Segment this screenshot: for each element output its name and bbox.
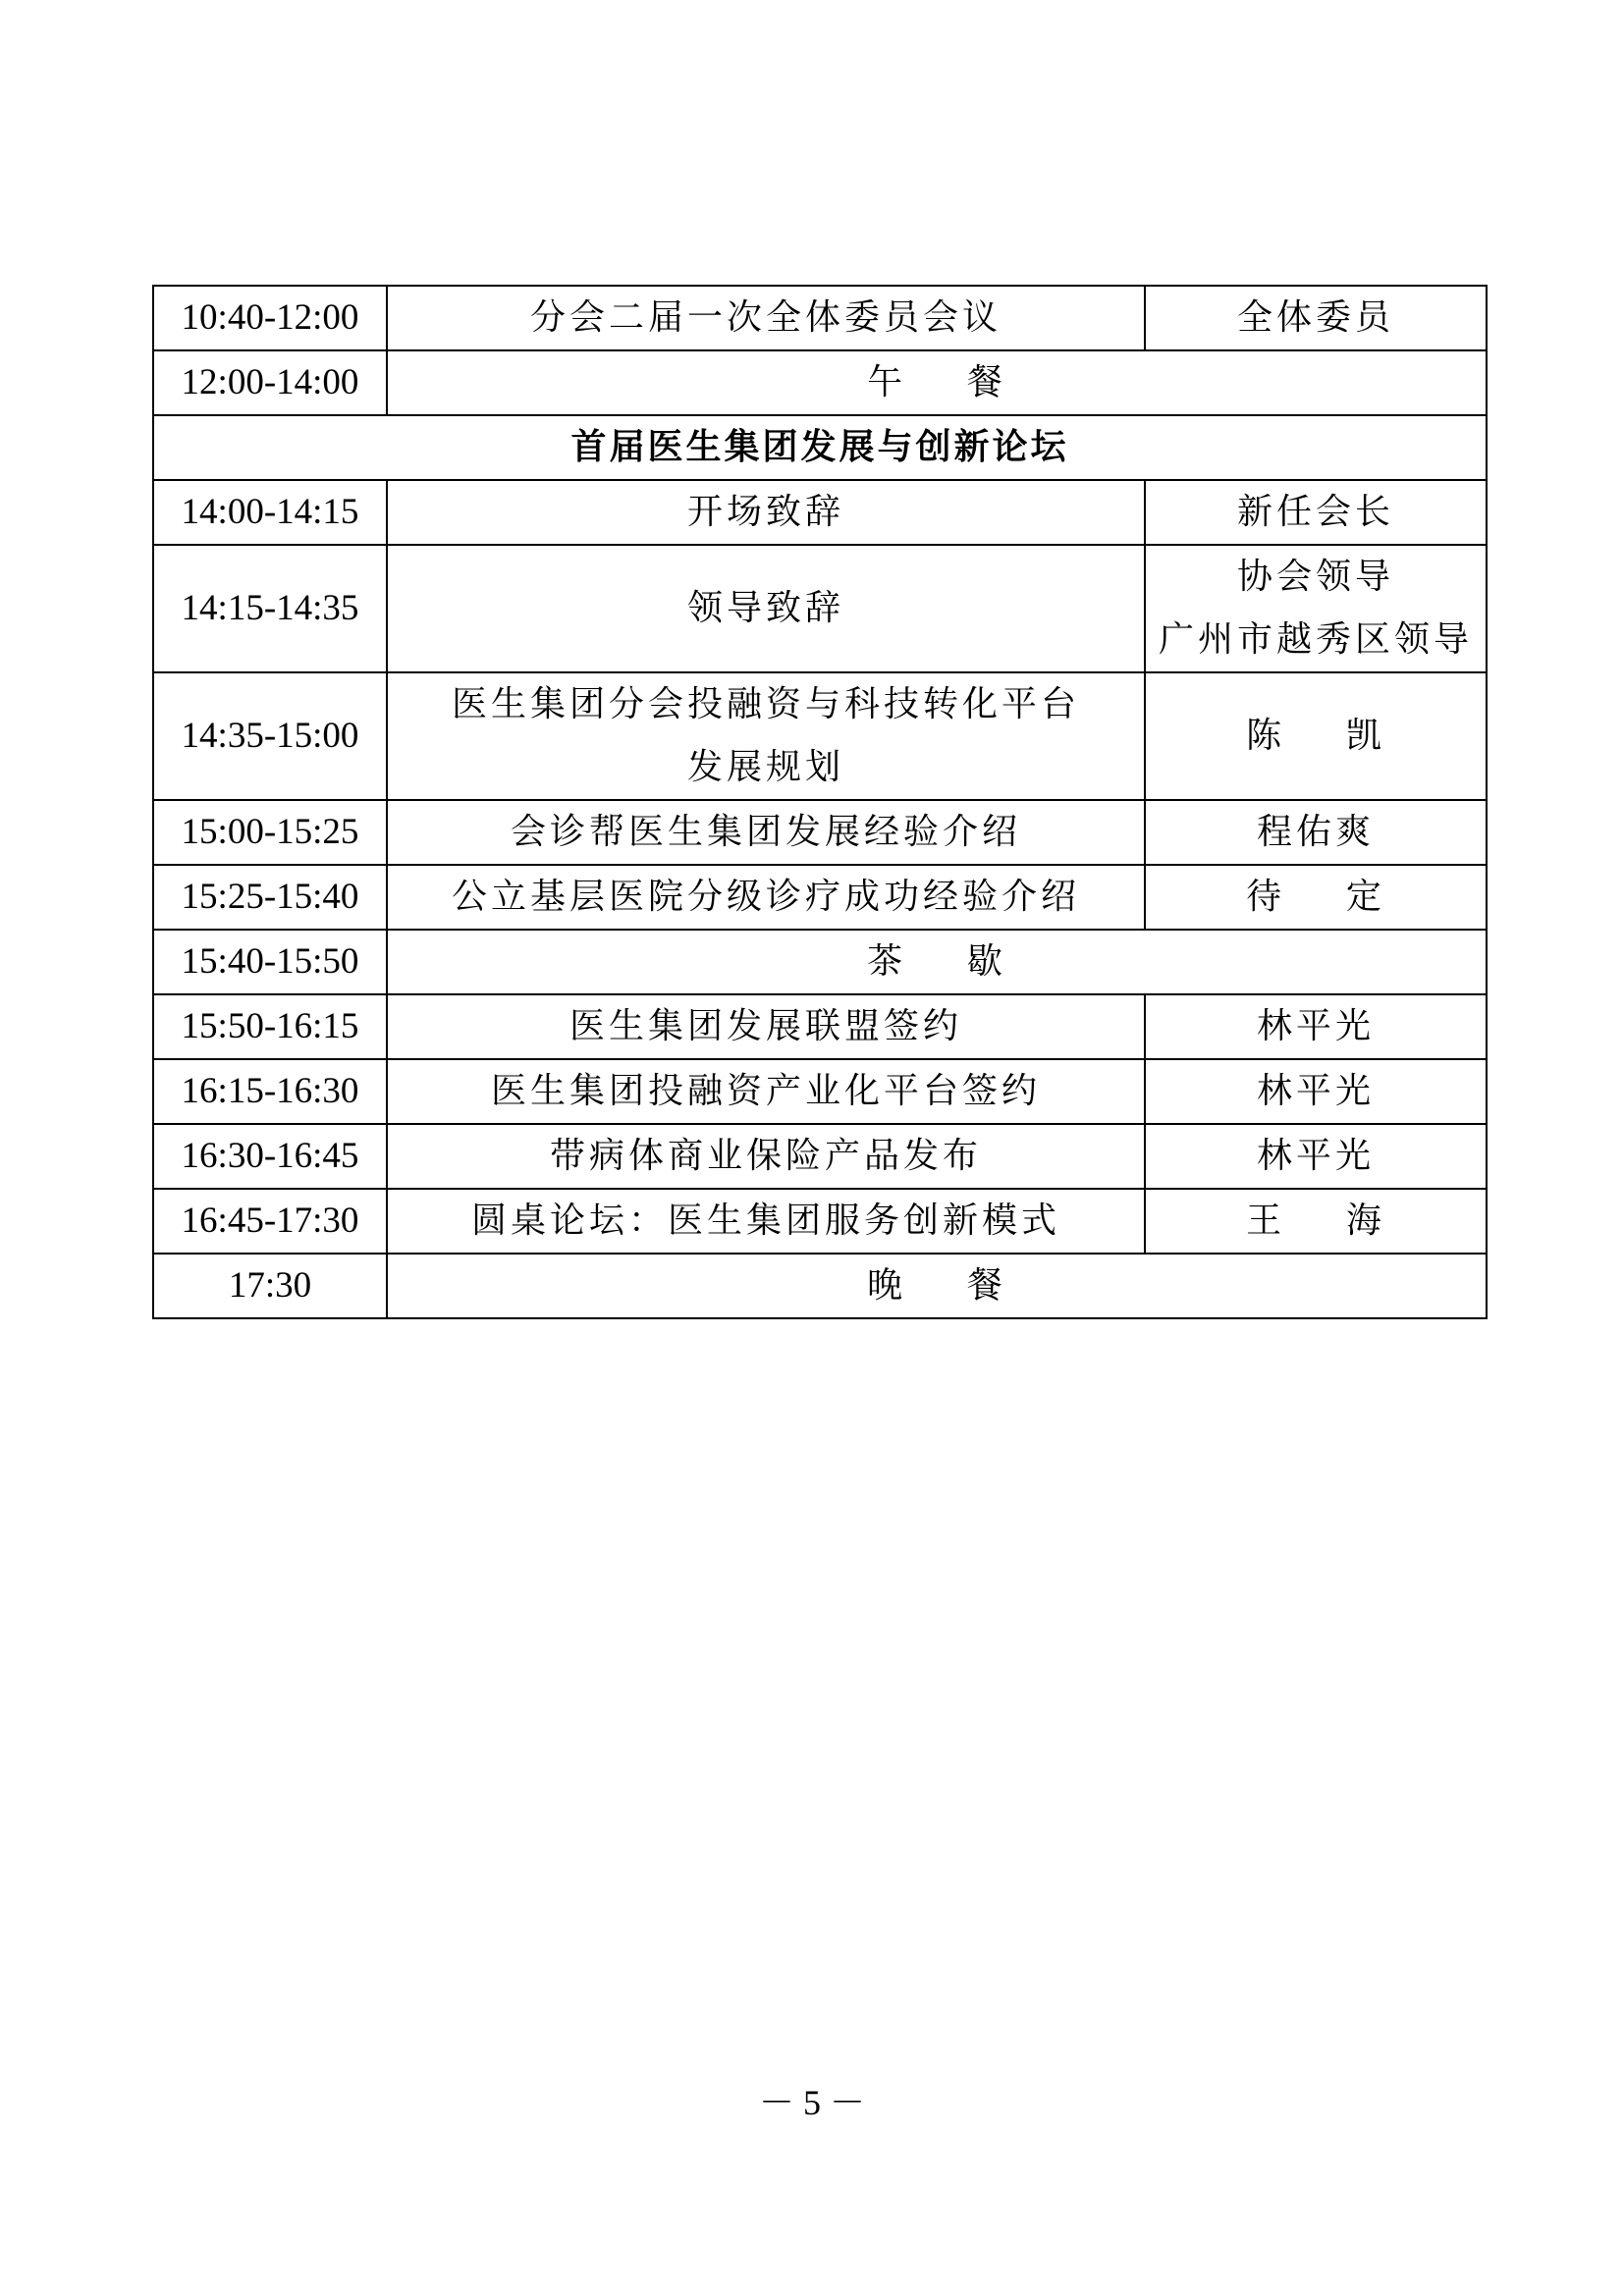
speaker-line: 王 海 [1246,1201,1385,1241]
speaker-line: 协会领导 [1236,557,1394,597]
time-cell: 15:00-15:25 [153,800,387,865]
speaker-line: 程佑爽 [1256,812,1375,852]
speaker-line: 陈 凯 [1246,716,1385,756]
time-cell: 14:35-15:00 [153,672,387,800]
break-label: 茶 歇 [387,930,1487,994]
topic-line: 带病体商业保险产品发布 [549,1136,982,1176]
speaker-line: 林平光 [1256,1071,1375,1111]
topic-line: 医生集团发展联盟签约 [568,1006,962,1046]
speaker-cell [1145,286,1487,350]
topic-cell [387,865,1145,930]
time-cell: 14:15-14:35 [153,545,387,672]
speaker-line: 全体委员 [1236,297,1394,338]
session-row [153,865,1487,930]
session-row [153,994,1487,1059]
break-row [153,930,1487,994]
time-cell: 14:00-14:15 [153,480,387,545]
time-cell: 16:30-16:45 [153,1124,387,1189]
session-row [153,1059,1487,1124]
break-label: 午 餐 [387,350,1487,415]
session-row [153,545,1487,672]
topic-cell [387,1189,1145,1254]
section-row [153,415,1487,480]
schedule-table [152,285,1488,1319]
speaker-cell [1145,1059,1487,1124]
time-cell: 16:15-16:30 [153,1059,387,1124]
topic-line: 公立基层医院分级诊疗成功经验介绍 [451,877,1080,917]
page-number: － 5 － [758,2083,865,2122]
speaker-line: 林平光 [1256,1136,1375,1176]
speaker-line: 待 定 [1246,877,1385,917]
speaker-cell [1145,480,1487,545]
topic-line: 医生集团投融资产业化平台签约 [490,1071,1041,1111]
topic-line: 会诊帮医生集团发展经验介绍 [510,812,1021,852]
speaker-cell [1145,1189,1487,1254]
session-row [153,1124,1487,1189]
section-title: 首届医生集团发展与创新论坛 [153,415,1487,480]
topic-cell [387,545,1145,672]
topic-cell [387,286,1145,350]
topic-line: 圆桌论坛：医生集团服务创新模式 [470,1201,1060,1241]
break-label: 晚 餐 [387,1254,1487,1318]
time-cell: 16:45-17:30 [153,1189,387,1254]
speaker-line: 林平光 [1256,1006,1375,1046]
session-row [153,286,1487,350]
topic-cell [387,994,1145,1059]
session-row [153,800,1487,865]
time-cell: 15:50-16:15 [153,994,387,1059]
speaker-cell [1145,800,1487,865]
topic-line: 发展规划 [686,747,844,787]
time-cell: 15:25-15:40 [153,865,387,930]
time-cell: 15:40-15:50 [153,930,387,994]
speaker-cell [1145,1124,1487,1189]
topic-cell [387,1059,1145,1124]
schedule-body [153,286,1487,1318]
topic-line: 开场致辞 [686,492,844,532]
topic-cell [387,800,1145,865]
time-cell: 12:00-14:00 [153,350,387,415]
topic-line: 医生集团分会投融资与科技转化平台 [451,684,1080,724]
topic-cell [387,1124,1145,1189]
time-cell: 10:40-12:00 [153,286,387,350]
time-cell: 17:30 [153,1254,387,1318]
topic-cell [387,672,1145,800]
speaker-line: 广州市越秀区领导 [1158,619,1473,660]
speaker-line: 新任会长 [1236,492,1394,532]
speaker-cell [1145,994,1487,1059]
topic-line: 分会二届一次全体委员会议 [529,297,1001,338]
break-row [153,350,1487,415]
session-row [153,672,1487,800]
speaker-cell [1145,865,1487,930]
speaker-cell [1145,545,1487,672]
speaker-cell [1145,672,1487,800]
session-row [153,480,1487,545]
session-row [153,1189,1487,1254]
break-row [153,1254,1487,1318]
topic-line: 领导致辞 [686,588,844,628]
topic-cell [387,480,1145,545]
